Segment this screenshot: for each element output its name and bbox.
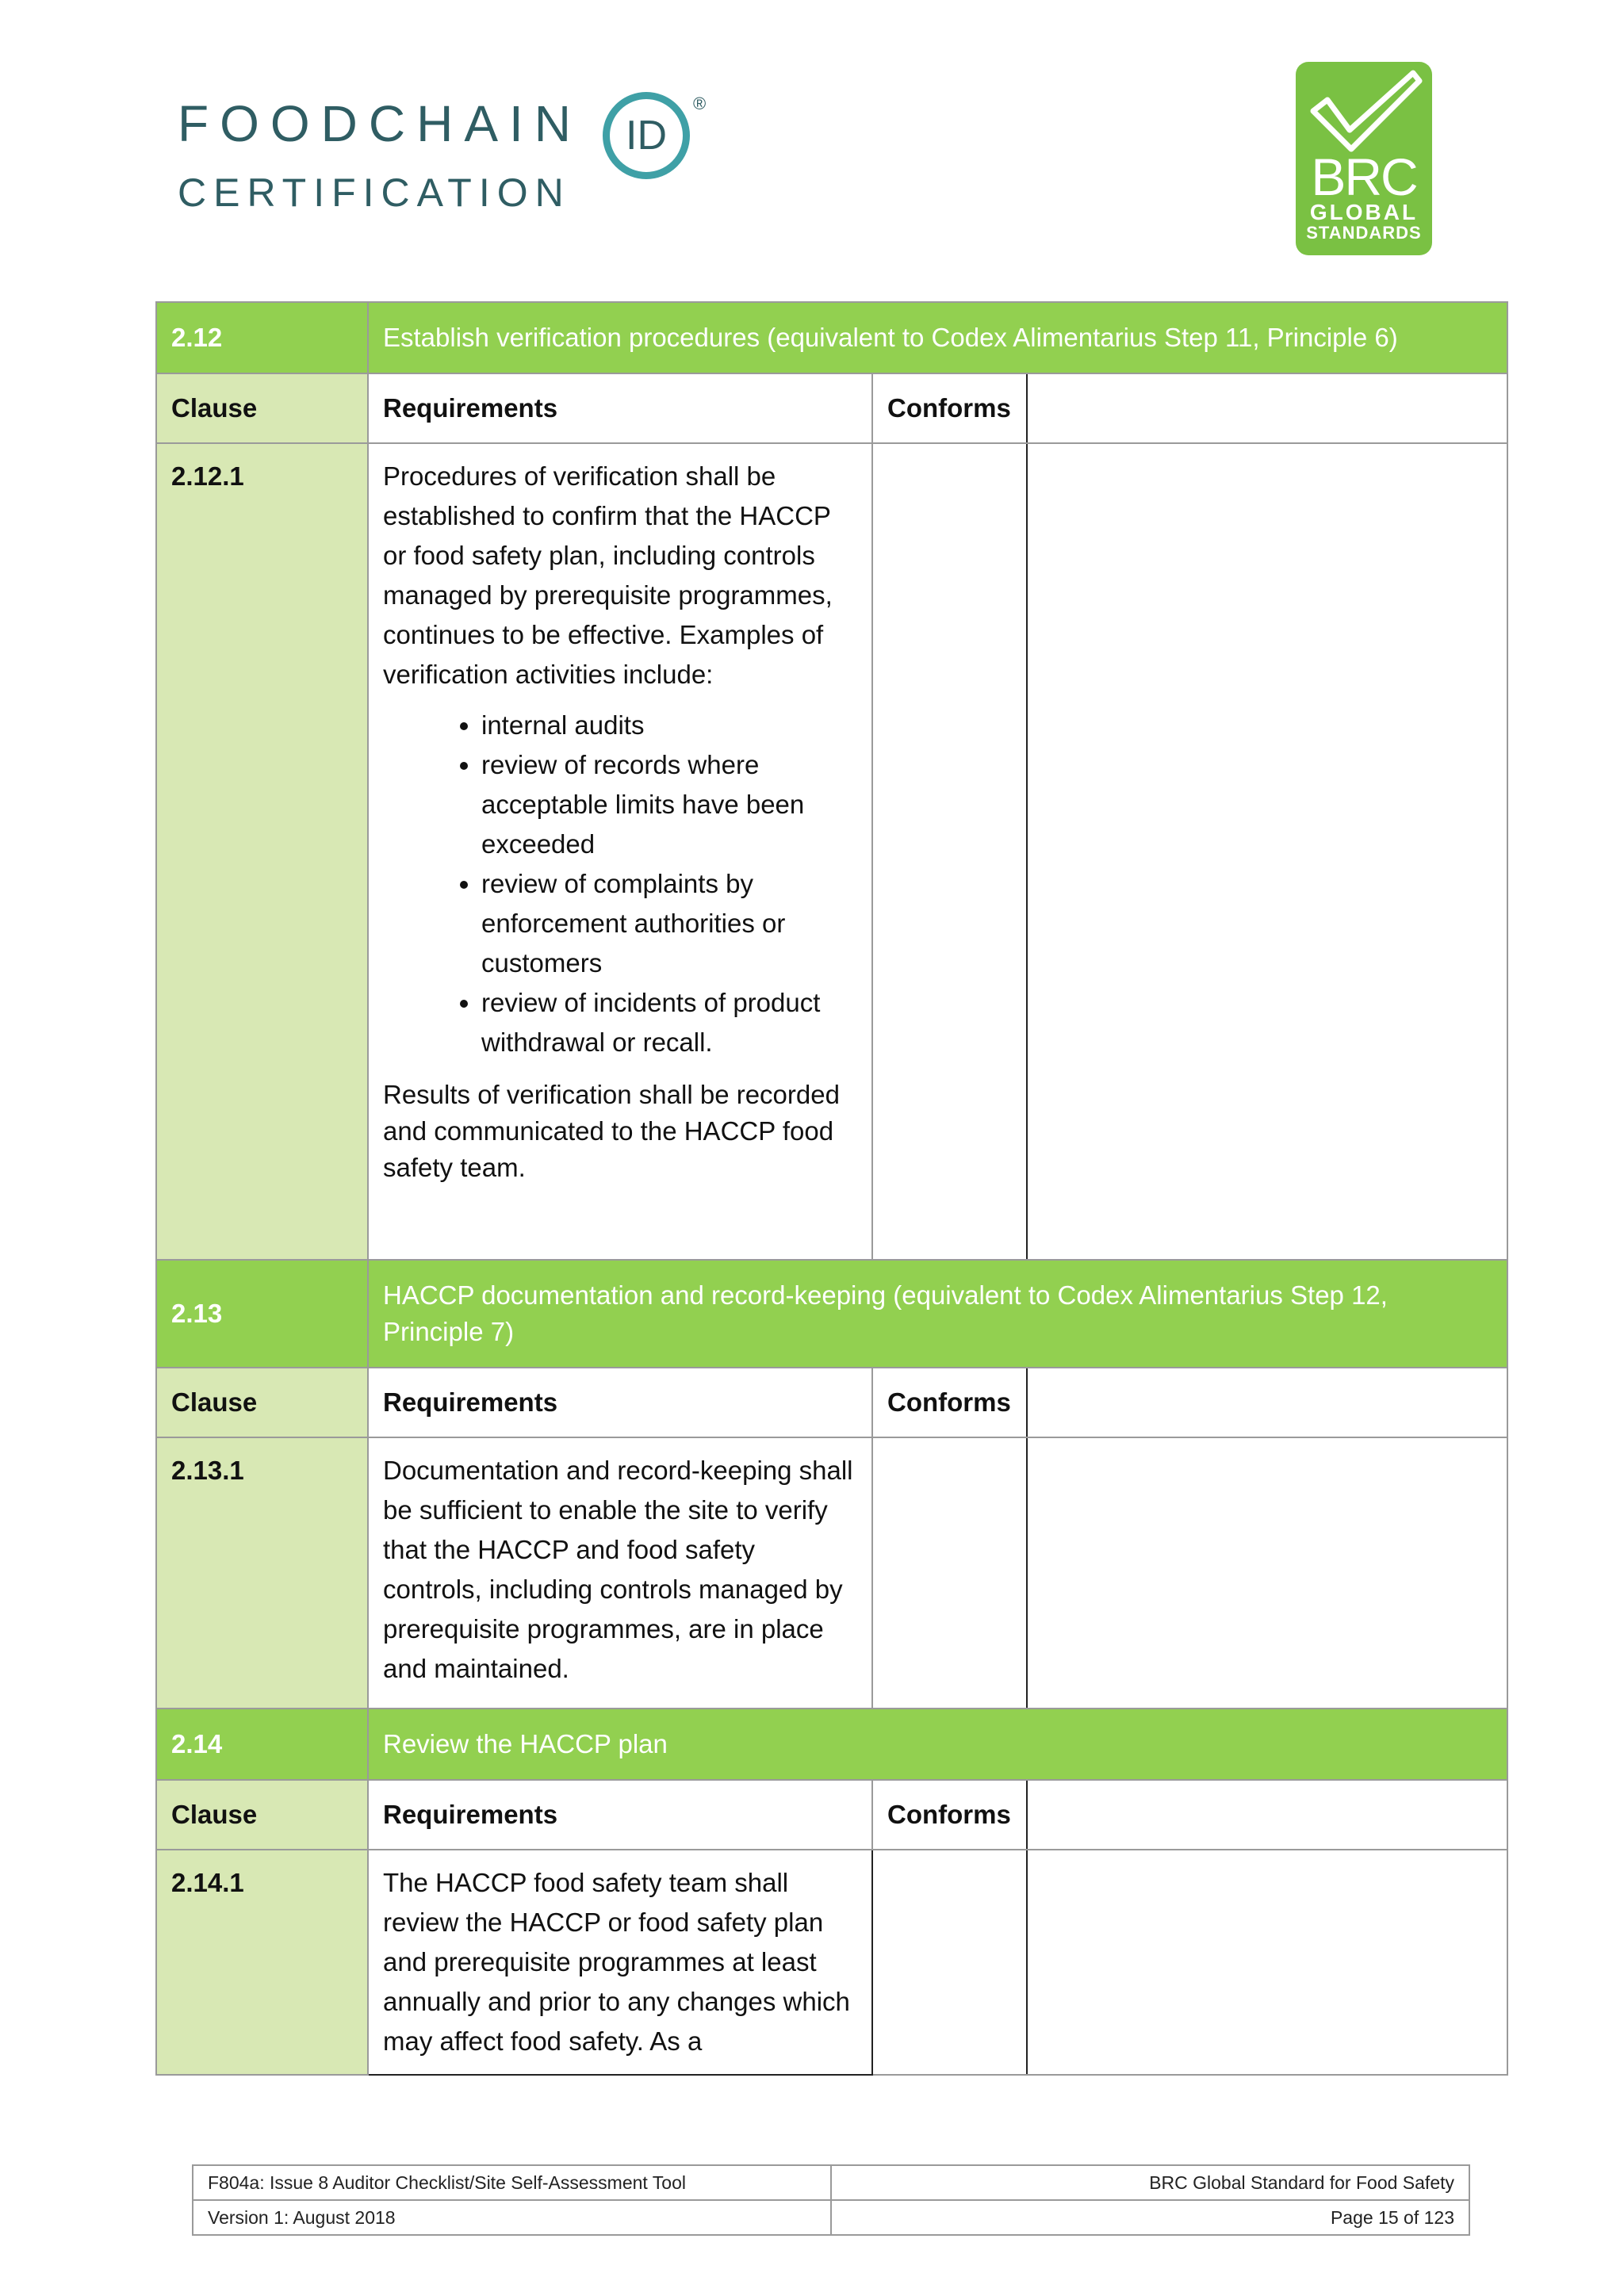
column-header-row [156,373,1507,443]
column-header-row [156,1780,1507,1850]
clause-number: 2.13.1 [156,1437,368,1709]
conforms-cell[interactable] [872,1850,1027,2075]
comments-cell[interactable] [1027,1850,1507,2075]
requirement-text: Documentation and record-keeping shall be sufficient to enable the site to verify that the HACCP and food safety controls, including controls managed by prerequisite programmes, are in place and maintained. [368,1437,872,1709]
foodchain-id-logo [178,94,733,225]
checkmark-icon [1296,62,1432,157]
list-item: • internal audits [481,706,857,745]
section-title: HACCP documentation and record-keeping (equivalent to Codex Alimentarius Step 12, Principle 7) [368,1260,1507,1368]
page-footer [192,2164,1470,2236]
brc-global-standards-logo [1296,62,1432,255]
clause-row [156,443,1507,1260]
requirements-header: Requirements [368,1780,872,1850]
list-item: • review of records where acceptable limits have been exceeded [481,745,857,864]
section-number: 2.13 [156,1260,368,1368]
checklist-table [155,301,1508,2076]
comments-header [1027,373,1507,443]
requirement-outro: Results of verification shall be recorded and communicated to the HACCP food safety team. [383,1080,840,1182]
clause-header: Clause [156,373,368,443]
list-item: • review of incidents of product withdrawal or recall. [481,983,857,1062]
list-item: • review of complaints by enforcement authorities or customers [481,864,857,983]
comments-cell[interactable] [1027,1437,1507,1709]
comments-header [1027,1780,1507,1850]
clause-row [156,1437,1507,1709]
clause-number: 2.14.1 [156,1850,368,2075]
brc-standards-text: STANDARDS [1306,223,1422,243]
section-title: Establish verification procedures (equivalent to Codex Alimentarius Step 11, Principle 6) [368,302,1507,373]
conforms-header: Conforms [872,1368,1027,1437]
footer-row [193,2200,1469,2235]
conforms-header: Conforms [872,373,1027,443]
requirement-text [368,443,872,1260]
requirements-header: Requirements [368,373,872,443]
brc-logo-text: BRC [1311,147,1417,206]
conforms-cell[interactable] [872,1437,1027,1709]
page-header [0,0,1624,301]
requirement-intro: Procedures of verification shall be established to confirm that the HACCP or food safety plan, including controls managed by prerequisite programmes, continues to be effective. Examples of verification activities include: [383,461,833,689]
footer-doc-id: F804a: Issue 8 Auditor Checklist/Site Self-Assessment Tool [193,2165,831,2200]
column-header-row [156,1368,1507,1437]
clause-row [156,1850,1507,2075]
logo-foodchain-text: FOODCHAIN [178,95,582,152]
logo-id-circle: ID [603,92,690,179]
footer-version: Version 1: August 2018 [193,2200,831,2235]
verification-activities-list [383,706,857,1062]
section-header-row [156,302,1507,373]
comments-header [1027,1368,1507,1437]
clause-header: Clause [156,1368,368,1437]
conforms-cell[interactable] [872,443,1027,1260]
footer-row [193,2165,1469,2200]
section-header-row [156,1260,1507,1368]
clause-number: 2.12.1 [156,443,368,1260]
conforms-header: Conforms [872,1780,1027,1850]
section-header-row [156,1709,1507,1780]
clause-header: Clause [156,1780,368,1850]
section-title: Review the HACCP plan [368,1709,1507,1780]
requirement-text: The HACCP food safety team shall review the HACCP or food safety plan and prerequisite programmes at least annually and prior to any changes which may affect food safety. As a [368,1850,872,2075]
comments-cell[interactable] [1027,443,1507,1260]
section-number: 2.12 [156,302,368,373]
footer-standard: BRC Global Standard for Food Safety [831,2165,1469,2200]
footer-page-number: Page 15 of 123 [831,2200,1469,2235]
logo-certification-text: CERTIFICATION [178,170,571,215]
brc-global-text: GLOBAL [1309,200,1419,224]
section-number: 2.14 [156,1709,368,1780]
requirements-header: Requirements [368,1368,872,1437]
logo-registered-mark: ® [693,94,707,113]
